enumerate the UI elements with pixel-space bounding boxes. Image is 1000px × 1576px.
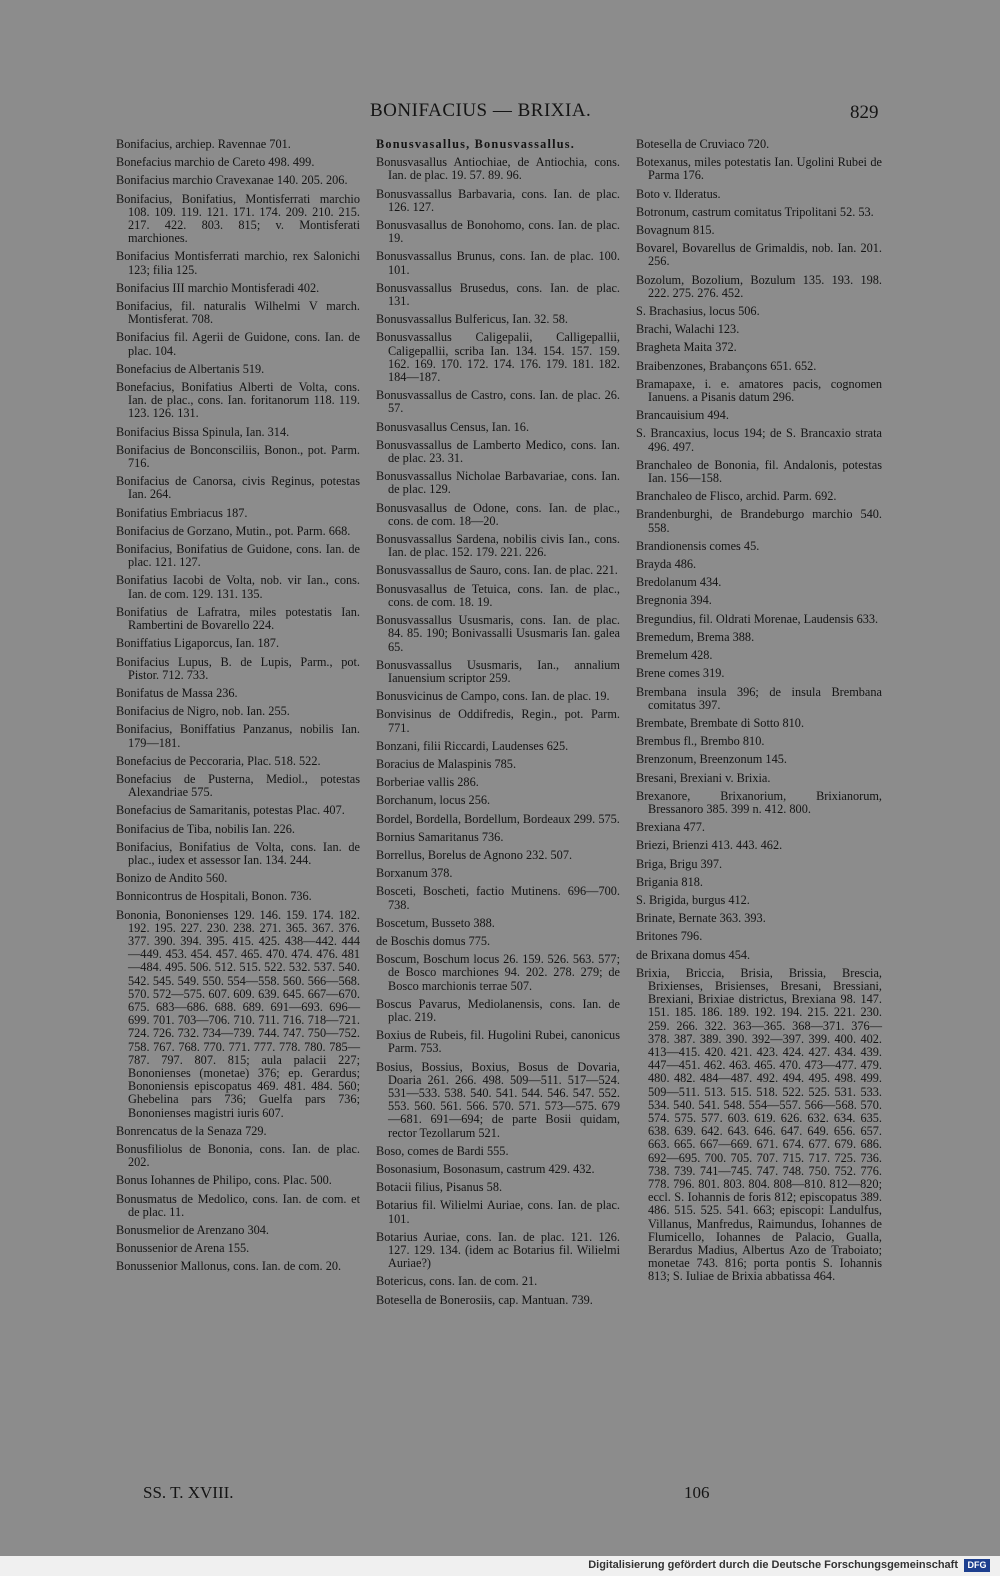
index-entry: Bornius Samaritanus 736. — [376, 829, 504, 844]
running-title: BONIFACIUS — BRIXIA. — [370, 100, 592, 121]
index-entry: Borberiae vallis 286. — [376, 775, 479, 790]
index-entry: Bonifacius, Boniffatius Panzanus, nobilis Ian. 179—181. — [116, 722, 360, 750]
index-entry: Bonifatus de Massa 236. — [116, 685, 238, 700]
index-entry: Brembus fl., Brembo 810. — [636, 734, 765, 749]
index-entry: Bredolanum 434. — [636, 575, 722, 590]
index-entry: Brembana insula 396; de insula Brembana comitatus 397. — [636, 684, 882, 712]
index-entry: Botronum, castrum comitatus Tripolitani 52. 53. — [636, 204, 874, 219]
index-entry: Brene comes 319. — [636, 666, 725, 681]
index-entry: Bonusvassallus Brunus, cons. Ian. de plac. 100. 101. — [376, 249, 620, 277]
index-entry: Brandenburghi, de Brandeburgo marchio 540. 558. — [636, 507, 882, 535]
index-entry: Boscum, Boschum locus 26. 159. 526. 563. 577; de Bosco marchiones 94. 202. 278. 279; de Bosco marchionis terrae 507. — [376, 952, 620, 993]
dfg-funding-text: Digitalisierung gefördert durch die Deutsche Forschungsgemeinschaft — [588, 1559, 958, 1571]
index-entry: Bonusvasallus Antiochiae, de Antiochia, cons. Ian. de plac. 19. 57. 89. 96. — [376, 155, 620, 183]
index-entry: Bregundius, fil. Oldrati Morenae, Laudensis 633. — [636, 611, 879, 626]
index-entry: Bonusvassallus Barbavaria, cons. Ian. de plac. 126. 127. — [376, 186, 620, 214]
index-entry: Bovarel, Bovarellus de Grimaldis, nob. Ian. 201. 256. — [636, 241, 882, 269]
index-entry: S. Brachasius, locus 506. — [636, 304, 760, 319]
index-entry: Borrellus, Borelus de Agnono 232. 507. — [376, 847, 573, 862]
index-entry: Brenzonum, Breenzonum 145. — [636, 752, 787, 767]
index-entry: Bonusvassallus Brusedus, cons. Ian. de plac. 131. — [376, 280, 620, 309]
index-entry: Bonusvassallus Bulfericus, Ian. 32. 58. — [376, 312, 568, 327]
index-entry: Brayda 486. — [636, 557, 697, 572]
index-entry: Bonifatius de Lafratra, miles potestatis Ian. Rambertini de Bovarello 224. — [116, 604, 360, 633]
index-entry: Bonusvasallus de Bonohomo, cons. Ian. de plac. 19. — [376, 218, 620, 246]
index-entry: Bonussenior Mallonus, cons. Ian. de com. 20. — [116, 1259, 342, 1274]
index-entry: Borxanum 378. — [376, 866, 453, 881]
index-entry: S. Brigida, burgus 412. — [636, 892, 750, 907]
index-entry: Brachi, Walachi 123. — [636, 322, 740, 337]
index-entry: Bonus Iohannes de Philipo, cons. Plac. 500. — [116, 1173, 332, 1188]
index-entry: Bonusvassallus de Lamberto Medico, cons. Ian. de plac. 23. 31. — [376, 437, 620, 466]
page-number: 829 — [850, 102, 879, 123]
index-entry: Bonifacius de Tiba, nobilis Ian. 226. — [116, 821, 295, 836]
index-entry: Bonusvassallus de Castro, cons. Ian. de plac. 26. 57. — [376, 388, 620, 416]
index-entry: Bremedum, Brema 388. — [636, 629, 755, 644]
index-entry: Botarius fil. Wilielmi Auriae, cons. Ian. de plac. 101. — [376, 1198, 620, 1226]
index-entry: Bonusvasallus Census, Ian. 16. — [376, 419, 530, 434]
index-entry: Bonusvasallus de Tetuica, cons. Ian. de plac., cons. de com. 18. 19. — [376, 581, 620, 609]
index-entry: Bragheta Maita 372. — [636, 340, 737, 355]
index-entry: Bonvisinus de Oddifredis, Regin., pot. Parm. 771. — [376, 707, 620, 735]
index-entry: Bonifacius fil. Agerii de Guidone, cons. Ian. de plac. 104. — [116, 330, 360, 358]
index-entry: Boto v. Ilderatus. — [636, 186, 721, 201]
dfg-funding-bar — [0, 1556, 1000, 1576]
index-entry: Britones 796. — [636, 929, 703, 944]
index-entry: Boscus Pavarus, Mediolanensis, cons. Ian. de plac. 219. — [376, 996, 620, 1024]
index-entry: Bosius, Bossius, Boxius, Bosus de Dovaria, Doaria 261. 266. 498. 509—511. 517—524. 531—533. 538. 540. 541. 544. 546. 547. 552. 553. 560. 561. 566. 570. 571. 573—575. 679—681. 691—694; de parte Bosii quidam, rector Tezollarum 521. — [376, 1059, 620, 1140]
index-entry: Boxius de Rubeis, fil. Hugolini Rubei, canonicus Parm. 753. — [376, 1028, 620, 1056]
index-column-left — [116, 138, 360, 1279]
index-entry: Bonifacius, fil. naturalis Wilhelmi V march. Montisferat. 708. — [116, 299, 360, 327]
index-entry: Bovagnum 815. — [636, 223, 715, 238]
index-entry: Bonusvicinus de Campo, cons. Ian. de plac. 19. — [376, 689, 610, 704]
index-entry: Bonifacius, archiep. Ravennae 701. — [116, 137, 291, 151]
index-entry: Borchanum, locus 256. — [376, 793, 491, 808]
index-entry: Bonifacius marchio Cravexanae 140. 205. 206. — [116, 173, 348, 188]
index-entry: Braibenzones, Brabançons 651. 652. — [636, 358, 817, 373]
index-entry: Bonussenior de Arena 155. — [116, 1241, 250, 1256]
index-column-right — [636, 138, 882, 1289]
index-entry: Botesella de Bonerosiis, cap. Mantuan. 739. — [376, 1292, 593, 1307]
index-entry: Briezi, Brienzi 413. 443. 462. — [636, 838, 783, 853]
index-entry: Bonzani, filii Riccardi, Laudenses 625. — [376, 738, 569, 753]
index-entry: Bonefacius marchio de Careto 498. 499. — [116, 155, 315, 170]
index-entry: Branchaleo de Flisco, archid. Parm. 692. — [636, 489, 837, 504]
index-entry: Botesella de Cruviaco 720. — [636, 137, 770, 151]
index-entry: Bonizo de Andito 560. — [116, 871, 228, 886]
index-entry: Botericus, cons. Ian. de com. 21. — [376, 1274, 538, 1289]
index-entry: Bonifacius de Bonconsciliis, Bonon., pot. Parm. 716. — [116, 442, 360, 471]
index-entry: Brinate, Bernate 363. 393. — [636, 911, 766, 926]
index-entry: Bonifacius III marchio Montisferadi 402. — [116, 280, 320, 295]
index-entry: Bonusmatus de Medolico, cons. Ian. de com. et de plac. 11. — [116, 1191, 360, 1219]
index-column-middle — [376, 138, 620, 1312]
index-entry: Bonifacius de Nigro, nob. Ian. 255. — [116, 704, 290, 719]
index-entry: Bonifacius, Bonifatius de Guidone, cons. Ian. de plac. 121. 127. — [116, 542, 360, 570]
index-entry: Bonusvasallus de Odone, cons. Ian. de plac., cons. de com. 18—20. — [376, 500, 620, 528]
page-footer — [0, 1483, 1000, 1511]
index-entry: Bonusfiliolus de Bononia, cons. Ian. de plac. 202. — [116, 1142, 360, 1170]
index-entry: Bosonasium, Bosonasum, castrum 429. 432. — [376, 1162, 595, 1176]
page-header — [0, 100, 1000, 130]
index-entry: de Boschis domus 775. — [376, 933, 491, 948]
index-entry: Bonefacius de Peccoraria, Plac. 518. 522. — [116, 753, 321, 768]
index-entry: Bonnicontrus de Hospitali, Bonon. 736. — [116, 889, 312, 904]
index-entry: Bonefacius de Samaritanis, potestas Plac. 407. — [116, 803, 345, 818]
index-entry: Bosceti, Boscheti, factio Mutinens. 696—700. 738. — [376, 884, 620, 912]
index-entry: Bonifacius Bissa Spinula, Ian. 314. — [116, 424, 290, 439]
index-entry: Brexanore, Brixanorium, Brixianorum, Bressanoro 385. 399 n. 412. 800. — [636, 788, 882, 816]
index-entry: Briga, Brigu 397. — [636, 856, 723, 871]
volume-signature: SS. T. XVIII. — [143, 1483, 234, 1502]
index-entry: Bonifatius Iacobi de Volta, nob. vir Ian., cons. Ian. de com. 129. 131. 135. — [116, 573, 360, 601]
sheet-signature: 106 — [684, 1483, 710, 1502]
index-entry: Bregnonia 394. — [636, 593, 712, 608]
index-entry: Bonefacius de Pusterna, Mediol., potestas Alexandriae 575. — [116, 771, 360, 800]
index-entry: Brancauisium 494. — [636, 408, 729, 423]
index-entry: Bonusvassallus Nicholae Barbavariae, cons. Ian. de plac. 129. — [376, 469, 620, 497]
index-entry: Bononia, Bononienses 129. 146. 159. 174. 182. 192. 195. 227. 230. 238. 271. 365. 367. 376. 377. 390. 394. 395. 415. 425. 438—442. 444—449. 453. 454. 457. 465. 470. 474. 476. 481—484. 495. 506. 512. 515. 522. 532. 537. 540. 542. 545. 549. 550. 554—558. 560. 566—568. 570. 572—575. 607. 609. 639. 645. 667—670. 675. 683—686. 688. 689. 691—693. 696—699. 701. 703—706. 710. 711. 716. 718—721. 724. 726. 732. 734—739. 744. 747. 750—752. 758. 767. 768. 770. 771. 777. 778. 780. 785—787. 797. 807. 815; aula palacii 227; Bononienses (monetae) 376; ep. Gerardus; Bononiensis episcopatus 469. 481. 484. 560; Ghebelina pars 736; Guelfa pars 736; Bononienses magistri iuris 607. — [116, 907, 360, 1120]
index-entry: Boscetum, Busseto 388. — [376, 915, 495, 930]
index-entry: Brembate, Brembate di Sotto 810. — [636, 715, 805, 730]
index-entry: Bonusvassallus Ususmaris, Ian., annalium Ianuensium scriptor 259. — [376, 657, 620, 685]
index-entry: S. Brancaxius, locus 194; de S. Brancaxio strata 496. 497. — [636, 426, 882, 454]
index-entry: Bonifacius de Canorsa, civis Reginus, potestas Ian. 264. — [116, 474, 360, 502]
index-entry: Bonusmelior de Arenzano 304. — [116, 1223, 269, 1238]
index-entry: Bonefacius de Albertanis 519. — [116, 361, 265, 376]
index-entry: Boso, comes de Bardi 555. — [376, 1143, 509, 1158]
index-entry: Bonusvassallus Ususmaris, cons. Ian. de plac. 84. 85. 190; Bonivassalli Ususmaris Ian. galea 65. — [376, 613, 620, 654]
index-entry: Brandionensis comes 45. — [636, 538, 760, 553]
index-entry: Bonusvassallus de Sauro, cons. Ian. de plac. 221. — [376, 563, 618, 578]
index-entry: Bordel, Bordella, Bordellum, Bordeaux 299. 575. — [376, 811, 620, 826]
dfg-logo-icon: DFG — [964, 1559, 990, 1572]
index-entry: de Brixana domus 454. — [636, 947, 751, 962]
index-entry: Bozolum, Bozolium, Bozulum 135. 193. 198. 222. 275. 276. 452. — [636, 272, 882, 300]
index-entry: Bremelum 428. — [636, 648, 713, 663]
index-entry: Bonifacius Lupus, B. de Lupis, Parm., pot. Pistor. 712. 733. — [116, 654, 360, 682]
index-entry: Bramapaxe, i. e. amatores pacis, cognomen Ianuens. a Pisanis datum 296. — [636, 376, 882, 405]
index-entry: Boniffatius Ligaporcus, Ian. 187. — [116, 636, 280, 651]
index-entry: Brixia, Briccia, Brisia, Brissia, Brescia, Brixienses, Brisienses, Bresani, Bressiani, Brexiani, Brixiae districtus, Brexiana 98. 147. 151. 185. 186. 189. 192. 194. 215. 221. 230. 259. 266. 322. 363—365. 368—371. 376—378. 387. 389. 390. 392—397. 399. 400. 402. 413—415. 420. 421. 423. 424. 427. 434. 439. 447—451. 462. 463. 465. 470. 473—477. 479. 480. 482. 484—487. 492. 494. 495. 498. 499. 509—511. 513. 515. 518. 522. 525. 531. 533. 534. 540. 541. 548. 554—557. 566—568. 570. 574. 575. 577. 603. 619. 626. 632. 634. 635. 638. 639. 642. 643. 646. 647. 649. 656. 657. 663. 665. 667—669. 671. 674. 677. 679. 686. 692—695. 700. 705. 707. 715. 717. 725. 736. 738. 739. 741—745. 747. 748. 750. 752. 776. 778. 796. 801. 803. 804. 808—810. 812—820; eccl. S. Iohannis de foris 812; episcopatus 389. 486. 515. 525. 541. 663; episcopi: Landulfus, Villanus, Manfredus, Raimundus, Iohannes de Flumicello, Iohannes de Palacio, Gualla, Berardus Madius, Albertus Azo de Traboiato; monetae 743. 816; porta pontis S. Iohannis 813; S. Iuliae de Brixia abbatissa 464. — [636, 965, 882, 1284]
index-entry: Boracius de Malaspinis 785. — [376, 756, 517, 771]
index-entry: Bresani, Brexiani v. Brixia. — [636, 770, 771, 785]
index-entry: Bonefacius, Bonifatius Alberti de Volta, cons. Ian. de plac., cons. Ian. foritanorum 118. 119. 123. 126. 131. — [116, 380, 360, 421]
index-entry: Bonusvassallus Caligepalii, Calligepallii, Caligepallii, scriba Ian. 134. 154. 157. 159. 162. 169. 170. 172. 174. 176. 179. 181. 182. 184—187. — [376, 330, 620, 385]
index-entry: Bonrencatus de la Senaza 729. — [116, 1123, 267, 1138]
index-entry: Bonifacius de Gorzano, Mutin., pot. Parm. 668. — [116, 523, 351, 538]
index-entry: Bonifacius, Bonifatius, Montisferrati marchio 108. 109. 119. 121. 171. 174. 209. 210. 215. 217. 422. 803. 815; v. Montisferati marchiones. — [116, 191, 360, 246]
index-entry: Brexiana 477. — [636, 820, 705, 835]
index-entry: Botarius Auriae, cons. Ian. de plac. 121. 126. 127. 129. 134. (idem ac Botarius fil. Wilielmi Auriae?) — [376, 1229, 620, 1271]
index-entry: Botacii filius, Pisanus 58. — [376, 1180, 503, 1195]
index-entry: Bonifatius Embriacus 187. — [116, 505, 248, 520]
index-entry: Branchaleo de Bononia, fil. Andalonis, potestas Ian. 156—158. — [636, 457, 882, 486]
index-entry: Bonusvassallus Sardena, nobilis civis Ian., cons. Ian. de plac. 152. 179. 221. 226. — [376, 532, 620, 560]
index-entry: Bonifacius Montisferrati marchio, rex Salonichi 123; filia 125. — [116, 249, 360, 277]
index-entry: Botexanus, miles potestatis Ian. Ugolini Rubei de Parma 176. — [636, 155, 882, 183]
index-entry: Brigania 818. — [636, 874, 703, 889]
index-entry: Bonifacius, Bonifatius de Volta, cons. Ian. de plac., iudex et assessor Ian. 134. 244. — [116, 839, 360, 867]
index-entry: Bonusvasallus, Bonusvassallus. — [376, 137, 576, 151]
